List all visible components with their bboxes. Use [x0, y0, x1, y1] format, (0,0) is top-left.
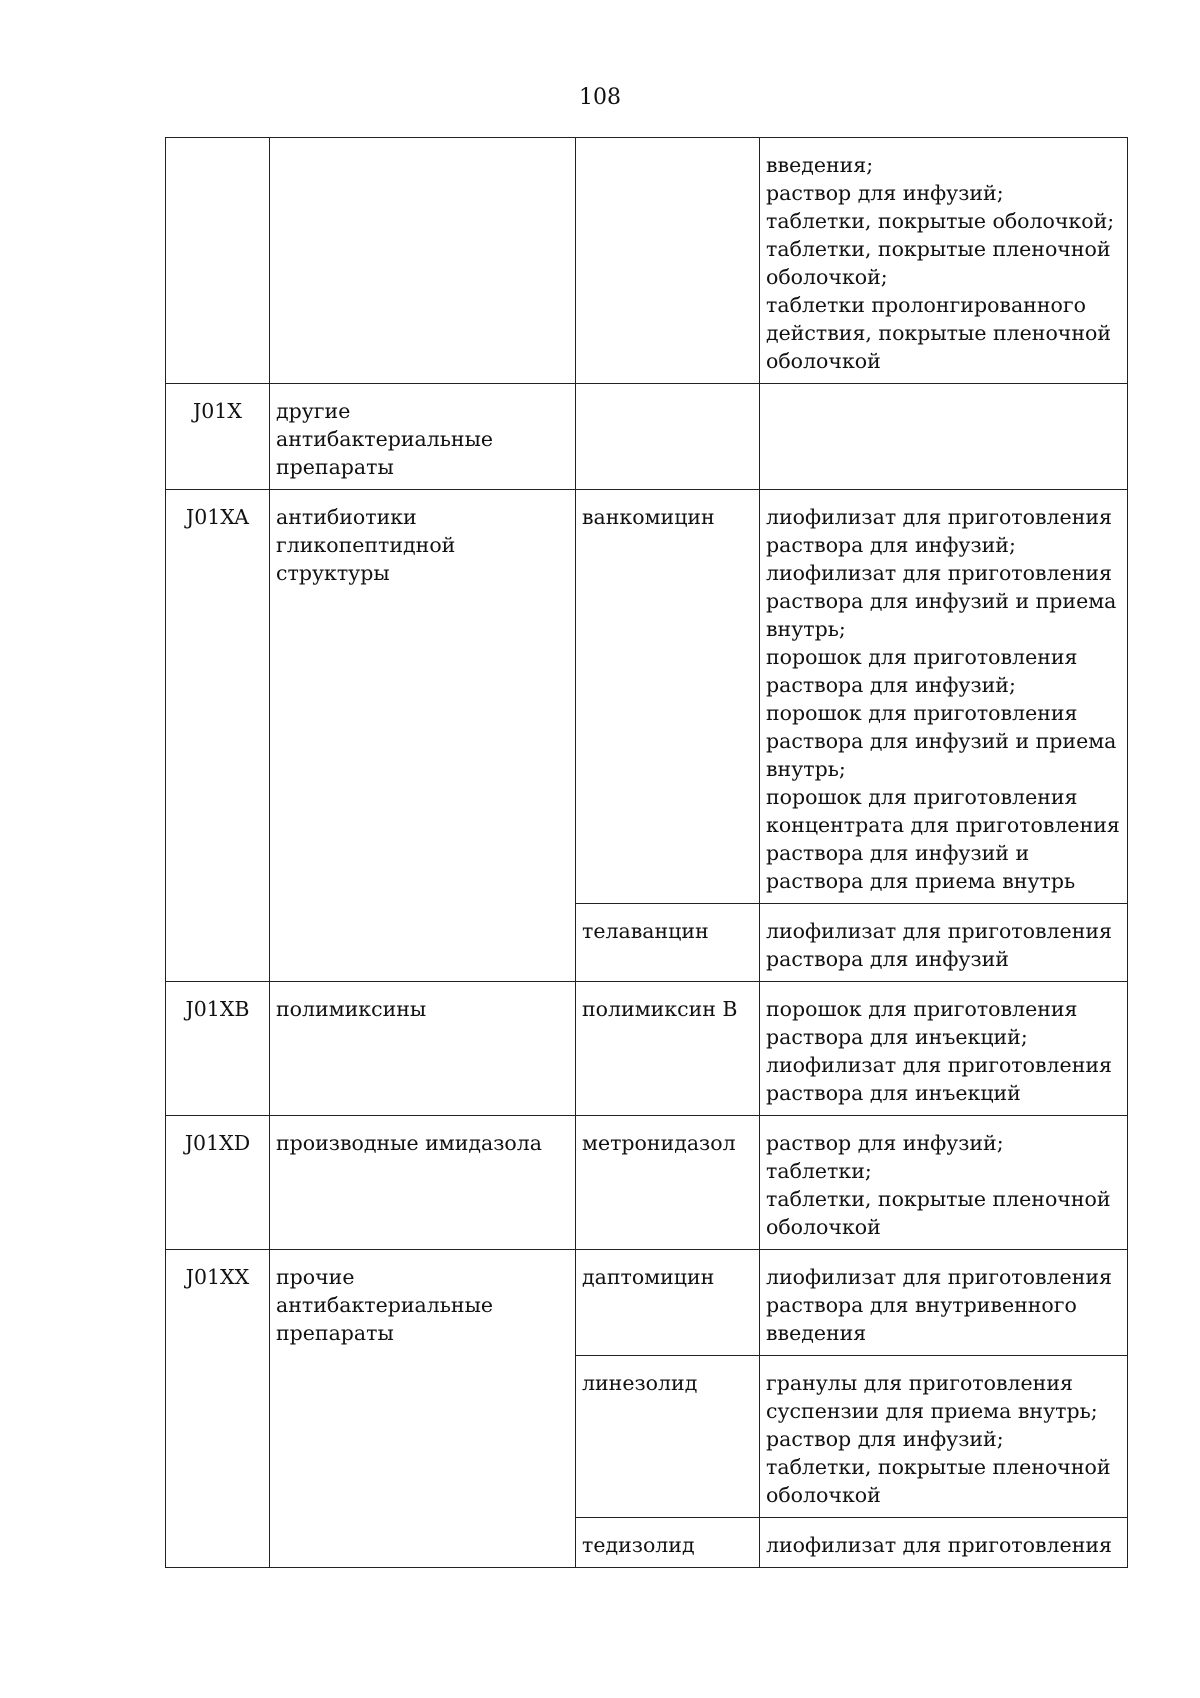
- dosage-form-line: лиофилизат для приготовления: [766, 1533, 1112, 1557]
- table-row: [166, 1250, 1128, 1356]
- dosage-forms-cell: [760, 982, 1128, 1116]
- drug-cell: тедизолид: [576, 1518, 760, 1568]
- group-cell: другие антибактериальные препараты: [270, 384, 576, 490]
- dosage-form-line: лиофилизат для приготовления раствора для инъекций: [766, 1053, 1112, 1105]
- drug-cell: полимиксин В: [576, 982, 760, 1116]
- atc-code-cell: J01XA: [166, 490, 270, 982]
- drug-cell: даптомицин: [576, 1250, 760, 1356]
- group-cell: антибиотики гликопептидной структуры: [270, 490, 576, 982]
- dosage-form-line: порошок для приготовления раствора для инфузий;: [766, 645, 1078, 697]
- group-cell: [270, 138, 576, 384]
- group-cell: полимиксины: [270, 982, 576, 1116]
- dosage-form-line: лиофилизат для приготовления раствора для инфузий: [766, 919, 1112, 971]
- drug-cell: линезолид: [576, 1356, 760, 1518]
- dosage-forms-cell: [760, 904, 1128, 982]
- atc-code-cell: J01XB: [166, 982, 270, 1116]
- dosage-forms-cell: [760, 490, 1128, 904]
- group-cell: прочие антибактериальные препараты: [270, 1250, 576, 1568]
- dosage-form-line: порошок для приготовления раствора для инфузий и приема внутрь;: [766, 701, 1117, 781]
- dosage-form-line: таблетки пролонгированного действия, покрытые пленочной оболочкой: [766, 293, 1112, 373]
- dosage-form-line: таблетки, покрытые оболочкой;: [766, 209, 1115, 233]
- dosage-form-line: лиофилизат для приготовления раствора для инфузий и приема внутрь;: [766, 561, 1117, 641]
- dosage-form-line: порошок для приготовления концентрата для приготовления раствора для инфузий и раствора для приема внутрь: [766, 785, 1120, 893]
- dosage-forms-cell: [760, 1116, 1128, 1250]
- dosage-forms-cell: [760, 384, 1128, 490]
- dosage-form-line: раствор для инфузий;: [766, 181, 1004, 205]
- dosage-forms-cell: [760, 138, 1128, 384]
- dosage-forms-cell: [760, 1518, 1128, 1568]
- atc-code-cell: J01XD: [166, 1116, 270, 1250]
- table-row: [166, 138, 1128, 384]
- group-cell: производные имидазола: [270, 1116, 576, 1250]
- dosage-form-line: таблетки, покрытые пленочной оболочкой: [766, 1455, 1111, 1507]
- table-row: [166, 384, 1128, 490]
- dosage-form-line: таблетки, покрытые пленочной оболочкой: [766, 1187, 1111, 1239]
- dosage-forms-cell: [760, 1356, 1128, 1518]
- drug-cell: [576, 384, 760, 490]
- dosage-forms-cell: [760, 1250, 1128, 1356]
- dosage-form-line: введения;: [766, 153, 874, 177]
- drug-table: [165, 137, 1128, 1568]
- atc-code-cell: J01XX: [166, 1250, 270, 1568]
- atc-code-cell: [166, 138, 270, 384]
- dosage-form-line: лиофилизат для приготовления раствора для внутривенного введения: [766, 1265, 1112, 1345]
- page-number: 108: [579, 85, 621, 110]
- dosage-form-line: таблетки;: [766, 1159, 872, 1183]
- table-row: [166, 1116, 1128, 1250]
- table-row: [166, 982, 1128, 1116]
- drug-cell: ванкомицин: [576, 490, 760, 904]
- drug-cell: [576, 138, 760, 384]
- dosage-form-line: лиофилизат для приготовления раствора для инфузий;: [766, 505, 1112, 557]
- drug-cell: метронидазол: [576, 1116, 760, 1250]
- dosage-form-line: таблетки, покрытые пленочной оболочкой;: [766, 237, 1111, 289]
- dosage-form-line: гранулы для приготовления суспензии для приема внутрь;: [766, 1371, 1098, 1423]
- table-row: [166, 490, 1128, 904]
- drug-cell: телаванцин: [576, 904, 760, 982]
- dosage-form-line: порошок для приготовления раствора для инъекций;: [766, 997, 1078, 1049]
- atc-code-cell: J01X: [166, 384, 270, 490]
- dosage-form-line: раствор для инфузий;: [766, 1131, 1004, 1155]
- dosage-form-line: раствор для инфузий;: [766, 1427, 1004, 1451]
